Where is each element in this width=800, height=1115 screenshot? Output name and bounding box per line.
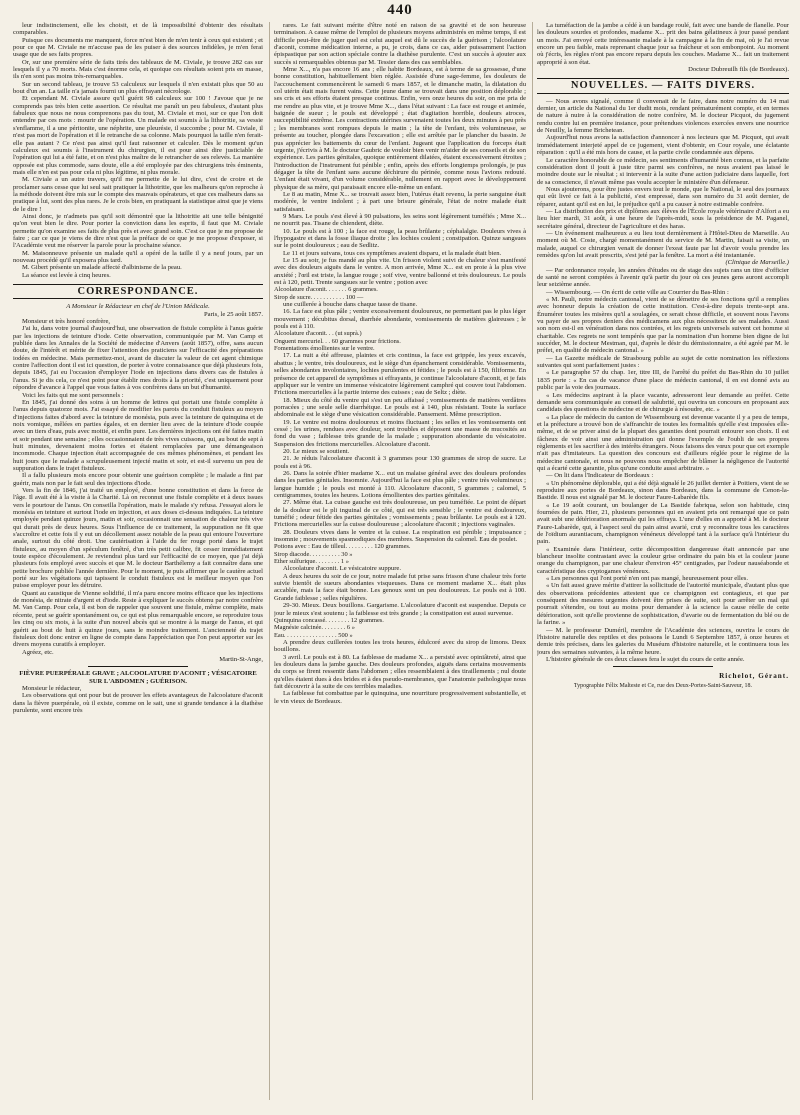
- paragraph: Nous ajouterons, pour être justes envers tout le monde, que le National, le seul des journaux qui eût livré ce fait à la publicité, s'est empressé, dans son numéro du 31 août dernier, de réparer, autant qu'il est en lui, le préjudice qu'il a pu causer à notre estimable confrère.: [537, 185, 789, 208]
- paragraph: Vers la fin de 1846, j'ai traité un employé, d'une bonne constitution et dans la force de l'âge. Il avait été à la visite à la Charité. Là on reconnut une fistule complète et à deux issues vers le pourtour de l'anus. On conseilla l'opération, mais le malade s'y refusa. J'essayai alors le monésia en teinture et surtout l'iode en injection, et aux doses ci-dessus indiquées. La teinture employée pendant quinze jours, matin et soir, occasionnait une sensation de chaleur très vive qui durait près de deux heures. Sous l'influence de ce traitement, la suppuration ne fit que s'accroître et cette fois il y eut un décollement assez notable de la peau qui entoure l'ouverture anale, surtout du côté droit. Une cautérisation à l'aide du fer rouge porté dans le trajet fistuleux, au moyen d'un spéculum fenêtré, d'un très petit calibre, fit cesser immédiatement toute espèce d'écoulement. Je reviendrai plus tard sur l'efficacité de ce moyen, que j'ai déjà plusieurs fois employé avec succès et que M. le docteur Barthélemy a fait connaître dans une petite brochure publiée l'année dernière. Pour le moment, je puis affirmer que le cautère actuel porté sur les végétations qui tapissent le conduit fistuleux est le meilleur moyen que l'on puisse employer pour les détruire.: [13, 486, 263, 590]
- paragraph: J'ai lu, dans votre journal d'aujourd'hui, une observation de fistule complète à l'anus guérie par les injections de teinture d'iode. Cette observation, communiquée par M. Van Camp et publiée dans les Annales de la Société de médecine d'Anvers (août 1857), offre, sans aucun doute, de l'intérêt et mérite de fixer l'attention des praticiens sur l'efficacité des préparations iodées en médecine. Mais permettez-moi, avant de discuter la valeur de cet agent chimique contre l'affection dont il est ici question, de porter à votre connaissance que déjà plusieurs fois, depuis 1845, j'ai eu l'occasion d'employer l'iode en injections dans divers cas de fistules à l'anus. Si je dis cela, ce n'est point pour établir mes droits à la priorité, c'est uniquement pour répondre d'avance à l'appel que vous faites à vos confrères dans un but d'humanité.: [13, 325, 263, 392]
- paragraph: Le 15 au soir, je fus mandé au plus vite. Un frisson violent suivi de chaleur s'est manifesté avec des douleurs aiguës dans le ventre. A mon arrivée, Mme X... est en proie à la plus vive anxiété ; l'œil est triste, la langue rouge ; soif vive, ventre ballonné et très douloureux. Le pouls est à 120, petit. Trente sangsues sur le ventre ; potion avec: [274, 257, 526, 287]
- paragraph: — On lit dans l'Indicateur de Bordeaux :: [546, 472, 654, 480]
- paragraph: A prendre deux cuillerées toutes les trois heures, édulcoré avec du sirop de limons. Deux bouillons.: [274, 638, 526, 654]
- paragraph: Aujourd'hui nous avons la satisfaction d'annoncer à nos lecteurs que M. Picquot, qui avait immédiatement interjeté appel de ce jugement, vient d'obtenir, en Cour royale, une éclatante réparation : qu'il a été mis hors de cause, et la partie civile condamnée aux dépens.: [537, 134, 789, 157]
- paragraph: « Le paragraphe 57 du chap. 1er, titre III, de l'arrêté du préfet du Bas-Rhin du 10 juillet 1835 porte : « En cas de vacance d'une place de médecin cantonal, il en est donné avis au public par la voie des journaux.: [537, 369, 789, 392]
- paragraph: « Examinée dans l'intérieur, cette décomposition dangereuse était annoncée par une blancheur insolite contrastant avec la couleur grise ordinaire du pain bis et la couleur jaune orange du champignon, par une chaleur d'environ 45° centigrades, par l'odeur nauséabonde et caractéristique des cryptogames vénéneux.: [537, 545, 789, 575]
- prescription-line: Sirop de sucre. . . . . . . . . . . 100 —: [274, 293, 364, 301]
- column-1: [13, 22, 263, 1100]
- paragraph: — M. le professeur Duméril, membre de l'Académie des sciences, ouvrira le cours de l'histoire naturelle des reptiles et des poissons le Lundi 6 Septembre 1857, à onze heures et demie très précises, dans les galeries du Muséum d'histoire naturelle, et le continuera tous les jours des semaines suivantes, à la même heure.: [537, 626, 789, 656]
- paragraph: — La distribution des prix et diplômes aux élèves de l'École royale vétérinaire d'Alfort a eu lieu hier mardi, 31 août, à une heure de l'après-midi, sous la présidence de M. Paganel, secrétaire général, directeur de l'agriculture et des haras.: [537, 207, 789, 230]
- letter-greeting: Monsieur et très honoré confrère,: [22, 318, 111, 326]
- article-signature: Docteur Dubreuilh fils (de Bordeaux).: [688, 66, 789, 74]
- column-divider-1: [269, 22, 270, 1100]
- prescription-line: Sirop diacode. . . . . . . . . . 30 »: [274, 550, 353, 558]
- paragraph: 16. La face est plus pâle ; ventre excessivement douloureux, ne permettant pas le plus léger mouvement ; décubitus dorsal, diarrhée abondante, vomissements de matières glaireuses ; le pouls est à 110.: [274, 308, 526, 331]
- prescription-line: Potions avec : Eau de tilleul. . . . . . . . . 120 grammes.: [274, 543, 411, 551]
- prescription-line: Quinquina concassé. . . . . . . . 12 grammes.: [274, 616, 384, 624]
- paragraph: une cuillerée à bouche dans chaque tasse de tisane.: [283, 301, 418, 309]
- paragraph: leur indistinctement, elle les choisit, et de là impossibilité d'obtenir des résultats comparables.: [13, 22, 263, 37]
- paragraph: Mme X..., n'a pas encore 16 ans ; elle habite Bordeaux, est à terme de sa grossesse, d'une bonne constitution, habituellement bien réglée. Assistée d'une sage-femme, les douleurs de l'accouchement commencèrent le samedi 6 mars 1857, et le dimanche matin, la dilatation du col utérin était mais furent vains. Cette jeune dame se trouvait dans une position déplorable ; ses cris et ses efforts étaient presque continus. Enfin, vers onze heures du soir, on me pria de me rendre au plus vite, et je trouve Mme X..., dans l'état suivant : La face est rouge et animée, baignée de sueur ; le pouls est développé ; état d'agitation horrible, douleurs atroces, succeptibilité extrême. Les contractions utérines survenaient toutes les deux minutes à peu près ; les membranes sont rompues depuis le matin ; la tête de l'enfant, très volumineuse, se présente au toucher, plongée dans l'excavation ; elle est arrêtée par le plancher du bassin. Je pus apprécier les battements du cœur de l'enfant. Jugeant que l'application du forceps était urgente, j'écrivis à M. le docteur Gaubric de vouloir bien venir m'aider de ses conseils et de son expérience. Les parties génitales, quoique entièrement dilatées, étaient excessivement étroites ; l'introduction de l'instrument fut pénible ; enfin, après des efforts longtemps prolongés, je pus dégager la tête de l'enfant sans aucune déchirure du périnée, comme nous l'avions redouté. L'enfant était vivant, d'un volume considérable, nullement en rapport avec le développement physique de sa mère, qui paraissait encore elle-même un enfant.: [274, 66, 526, 191]
- separator: [613, 666, 714, 667]
- paragraph: — La Gazette médicale de Strasbourg publie au sujet de cette nomination les réflexions suivantes qui sont parfaitement justes :: [537, 354, 789, 370]
- prescription-line: Alcoolature d'aconit. . . . . . . 6 grammes.: [274, 286, 378, 294]
- paragraph: M. Maisonneuve présente un malade qu'il a opéré de la taille il y a neuf jours, par un nouveau procédé qu'il exposera plus tard.: [13, 249, 263, 264]
- letter-greeting: Monsieur le rédacteur,: [22, 684, 82, 692]
- paragraph: Et cependant M. Civiale assure qu'il guérit 98 calculeux sur 100 ! J'avoue que je ne comprends pas très bien cette assertion. Ce résultat me paraît un peu fabuleux, d'autant plus fabuleux que nous ne nous comprenons pas du tout, M. Civiale et moi, sur ce que l'on doit entendre par ces mots : mourir de l'opération. Un malade est soumis à la lithotritie, sa vessie s'enflamme, il a une péritonite, une néphrite, une pleurésie, il succombe ; pour M. Civiale, il n'est pas mort de l'opération et il le retranche de sa colonne. Mais pourquoi la taille n'en ferait-elle pas autant ? Ce n'est pas ainsi qu'il faut raisonner et calculer. Dès le moment qu'un calculeux est soumis à l'instrument du chirurgien, il est pour ainsi dire justiciable de l'opération qui lui a été faite, et on n'est plus maître de le retrancher de ses relevés. La manière opposée est plus commode, sans doute, elle a été employée par des chirurgiens très éminents, mais elle n'en est pas pour cela ni plus légitime, ni plus morale.: [13, 95, 263, 176]
- prescription-line: Alcoolature d'aconit. . . (ut suprà.): [274, 330, 362, 338]
- paragraph: 28. Douleurs vives dans le ventre et la cuisse. La respiration est pénible ; impuissance ; insomnie ; mouvements spasmodiques des membres. Suspension du calomel. Eau de poulet.: [274, 528, 526, 544]
- letter-signature: Martin-St-Ange,: [219, 655, 263, 663]
- section-title-correspondance: CORRESPONDANCE.: [13, 284, 263, 299]
- paragraph: « Le 19 août courant, un boulanger de La Bastide fabriqua, selon son habitude, cinq fournées de pain. Hier, 21, plusieurs personnes qui en avaient pris ont remarqué que ce pain avait subi une détérioration anormale qui les effraya. L'une d'elles en a apporté à M. le docteur Faure-Labarède, qui, à l'aspect seul du pain ainsi avarié, crut y reconnaître tous les caractères de l'oïdium aurantiacum, champignon vénéneux développé tant à la surface qu'à l'intérieur du pain.: [537, 501, 789, 546]
- paragraph: — Wissembourg. — On écrit de cette ville au Courrier du Bas-Rhin :: [546, 288, 729, 296]
- paragraph: « Un fait aussi grave mérite d'attirer la sollicitude de l'autorité municipale, d'autant plus que des observations précédentes attestent que ce champignon est contagieux, et que par conséquent des mesures urgentes doivent être prises de suite, soit pour arrêter un mal qui pourrait s'étendre, ou tout au moins pour demander à la science la cause réelle de cette détérioration, soit qu'elle provienne de sophistication, d'avarie ou de fermentation du blé ou de la farine. »: [537, 582, 789, 627]
- paragraph: 21. Je réduis l'alcoolature d'aconit à 3 grammes pour 130 grammes de sirop de sucre. Le pouls est à 96.: [274, 455, 526, 470]
- paragraph: 17. La nuit a été affreuse, plaintes et cris continus, la face est grippée, les yeux excavés, abattus ; le ventre, très douloureux, est le siège d'un épanchement considérable. Vomissements, selles abondantes involontaires, lochies purulentes et fétides ; le pouls est à 150, filiforme. En présence de cet appareil de symptômes si effrayants, je continue l'alcoolature d'aconit, et je fais appliquer sur le ventre un immense vésicatoire légèrement camphré qui couvre tout l'abdomen. Frictions mercurielles à la partie interne des cuisses ; eau de Seltz ; diète.: [274, 352, 526, 397]
- paragraph: Or, sur une première série de faits tirés des tableaux de M. Civiale, je trouve 282 cas sur lesquels il y a 70 morts. Mais c'est énorme cela, et quoique ces résultats soient pris en masse, ils n'en sont pas moins très-remarquables.: [13, 58, 263, 81]
- article-heading: FIÈVRE PUERPÉRALE GRAVE ; ALCOOLATURE D'ACONIT ; VÉSICATOIRE SUR L'ABDOMEN ; GUÉRISON.: [19, 670, 257, 685]
- printer-imprint: Typographie Félix Malteste et Ce, rue des Deux-Portes-Saint-Sauveur, 18.: [573, 682, 753, 689]
- paragraph: — Un événement malheureux a eu lieu tout dernièrement à l'Hôtel-Dieu de Marseille. Au moment où M. Coste, chargé momentanément du service de M. Martin, faisait sa visite, un malade, auquel ce chirurgien venait de donner l'exeat faute par lui d'avoir voulu prendre les remèdes qu'on lui avait prescrits, s'est jeté par la fenêtre. La mort a été instantanée.: [537, 229, 789, 259]
- paragraph: rares. Le fait suivant mérite d'être noté en raison de sa gravité et de son heureuse terminaison. A cause même de l'emploi de plusieurs moyens administrés en même temps, il est difficile peut-être de juger quel est celui auquel est dû le succès de la guérison ; l'alcoolature d'aconit, comme médication interne, a pu, je crois, dans ce cas, aider puissamment l'action épispastique par son action spéciale contre la diathèse purulente. C'est un succès à ajouter aux succès si remarquables obtenus par M. Tessier dans des cas semblables.: [274, 22, 526, 66]
- separator: [88, 666, 188, 667]
- letter-place-date: Paris, le 25 août 1857.: [204, 310, 263, 318]
- prescription-line: Eau. . . . . . . . . . . . . . . . . 500 »: [274, 631, 353, 639]
- paragraph: 18. Mieux du côté du ventre qui s'est un peu affaissé ; vomissements de matières verdâtres porracées ; une seule selle diarrhéique. Le pouls est à 140, plus résistant. Toute la surface abdominale est le siège d'une vésication considérable. Pansement. Même prescription.: [274, 396, 526, 419]
- paragraph: Le 11 et jours suivans, tous ces symptômes avaient disparu, et la malade était bien.: [283, 249, 502, 257]
- paragraph: Ainsi donc, je n'admets pas qu'il soit démontré que la lithotritie ait une telle bénignité qu'on veut bien le dire. Pour porter la conviction dans les esprits, il faut que M. Civiale permette qu'on examine ses faits de plus près et avec grand soin. C'est ce que je me propose de faire ; car ce que je viens de dire n'est que la préface de ce que je me propose d'exposer, si l'Académie veut me réserver la parole pour la prochaine séance.: [13, 212, 263, 250]
- paragraph: « M. Pauli, notre médecin cantonal, vient de se démettre de ses fonctions qu'il a remplies avec honneur depuis la création de cette institution. C'est-à-dire depuis trente-sept ans. Énumérer toutes les misères qu'il a soulagées, ce serait chose difficile, et souvent nous l'avons vu payer de ses propres deniers des médicamens aux plus nécessiteux de ses malades. Aussi son nom est-il en vénération dans nos contrées, et les regrets universels suivent cet homme si charitable. Ces regrets ne sont tempérés que par la nomination d'un homme bien digne de lui succéder, M. le docteur Mestman, qui, d'après le désir du démissionnaire, a été agréé par M. le préfet, en qualité de médecin cantonal. »: [537, 296, 789, 355]
- paragraph: — Nous avons signalé, comme il convenait de le faire, dans notre numéro du 14 mai dernier, un article du National du 1er dudit mois, rendant prématurément compte, et en termes de nature à nuire à la considération de notre confrère, M. le docteur Picquot, du jugement rendu contre lui en première instance, pour prétendues violences exercées envers une nourrice de Neuilly, la femme Brichetean.: [537, 97, 789, 135]
- paragraph: 19. Le ventre est moins douloureux et moins fluctuant ; les selles et les vomissements ont cessé ; les urines, rendues avec douleur, sont troubles et déposent une masse de mucosités au fond du vase ; faiblesse très grande de la malade ; suppuration abondante du vésicatoire. Suspension des frictions mercurielles. Alcoolature d'aconit.: [274, 418, 526, 448]
- paragraph: La séance est levée à cinq heures.: [22, 271, 111, 279]
- paragraph: 27. Même état. La cuisse gauche est très douloureuse, un peu tuméfiée. Le point de départ de la douleur est le pli inguinal de ce côté, qui est très sensible ; le ventre est douloureux, tuméfié ; odeur fétide des parties génitales ; vomissements ; peau brûlante. Le pouls est à 120. Frictions mercurielles sur la cuisse douloureuse ; alcoolature d'aconit ; injections vaginales.: [274, 499, 526, 529]
- paragraph: Il a fallu plusieurs mois encore pour obtenir une guérison complète ; le malade a fini par guérir, mais non par le fait seul des injections d'iode.: [13, 472, 263, 487]
- paragraph: 9 Mars. Le pouls s'est élevé à 90 pulsations, les seins sont légèrement tuméfiés ; Mme X... ne nourrit pas. Tisane de chiendent, diète.: [274, 212, 526, 228]
- paragraph: « Un phénomène déplorable, qui a été déjà signalé le 26 juillet dernier à Poitiers, vient de se reproduire aux portes de Bordeaux, sinon dans Bordeaux, dans la commune de Cenon-la-Bastide. Il nous est signalé par M. le docteur Faure-Labarède fils.: [537, 479, 789, 502]
- paragraph: 29-30. Mieux. Deux bouillons. Gargarisme. L'alcoolature d'aconit est suspendue. Depuis ce jour le mieux s'est soutenu ; la faiblesse est très grande ; la constipation est aussi survenue.: [274, 602, 526, 617]
- paragraph: 26. Dans la soirée d'hier madame X... eut un malaise général avec des douleurs profondes dans les parties génitales. Insomnie. Aujourd'hui la face est plus pâle ; ventre très volumineux ; langue humide ; le pouls est monté à 110. Alcoolature d'aconit, 5 grammes ; calomel, 5 centigrammes, toutes les heures. Lotions émollientes des parties génitales.: [274, 469, 526, 499]
- paragraph: La faiblesse fut combattue par le quinquina, une nourriture progressivement substantielle, et le vin vieux de Bordeaux.: [274, 690, 526, 705]
- paragraph: « La place de médecin du canton de Wissembourg est devenue vacante il y a peu de temps, et la préfecture a trouvé bon de s'affranchir de toutes les formalités qu'elle s'est imposées elle-même, et de se priver ainsi de la plupart des garanties dont pourrait entourer son choix. Il est fâcheux de voir ainsi une administration qui donne l'exemple de l'oubli de ses propres règlements et les sacrifier à des intérêts étrangers. Nous faisons des vœux pour que cet exemple n'ait pas d'imitateurs. La question des concours est d'ailleurs réglée pour le régime de la médecine cantonale, et nous ne pouvons nous empêcher de blâmer la négligence de l'autorité qui a écarté cette garantie, plus qu'une conduite aussi arbitraire. »: [537, 413, 789, 472]
- gerant-signature: Richelot, Gérant.: [719, 672, 789, 681]
- paragraph: L'histoire générale de ces deux classes fera le sujet du cours de cette année.: [546, 655, 745, 663]
- paragraph: « Les personnes qui l'ont porté n'en ont pas mangé, heureusement pour elles.: [546, 575, 748, 583]
- paragraph: En 1845, j'ai donné des soins à un homme de lettres qui portait une fistule complète à l'anus depuis quatorze mois. J'ai essayé de modifier les parois du conduit fistuleux au moyen d'injections faites d'abord avec la teinture de monésia, puis avec la teinture de quinquina et de noix vomique, mêlées en parties égales, et en dernier lieu avec de la teinture d'iode coupée avec un tiers d'eau, puis avec moitié, et enfin pure. Les dernières injections ont été faites matin et soir pendant une semaine ; elles occasionnaient de très vives cuissons, qui, au bout de sept à huit minutes, devenaient moins fortes et étaient remplacées par une démangeaison incommode. Chaque injection était accompagnée de ces mêmes phénomènes, et pendant les huit jours que le malade a scrupuleusement injecté matin et soir, et est-il survenu un peu de suppuration dans le trajet fistuleux.: [13, 398, 263, 472]
- source-citation: (Clinique de Marseille.): [725, 259, 789, 267]
- page-number: 440: [387, 2, 413, 18]
- paragraph: — Par ordonnance royale, les années d'études ou de stage des sujets rans un titre d'officier de santé ne seront comptées à l'avenir qu'à partir du jour où ces jeunes gens auront accompli leur seizième année.: [537, 266, 789, 289]
- prescription-line: Fomentations émollientes sur le ventre.: [274, 345, 375, 353]
- letter-signoff: Agréez, etc.: [22, 648, 54, 656]
- paragraph: La tuméfaction de la jambe a cédé à un bandage roulé, fait avec une bande de flanelle. Pour les douleurs sourdes et profondes, madame X... prit des bains gélatineux à jour passé pendant un mois. J'ai envoyé cette intéressante malade à la campagne à la fin de mai, où je l'ai revue encore un peu faible, mais reprenant chaque jour sa fraîcheur et son embonpoint. Au moment où j'écris, les règles n'ont pas encore reparu depuis les couches. Madame X... fait un traitement approprié à son état.: [537, 22, 789, 66]
- paragraph: 20. Le mieux se soutient.: [283, 447, 350, 455]
- paragraph: Les observations qui ont pour but de prouver les effets avantageux de l'alcoolature d'aconit dans la fièvre puerpérale, où il existe, comme on le sait, une si grande tendance à la diathèse purulente, sont encore très: [13, 692, 263, 714]
- column-divider-2: [532, 22, 533, 1100]
- paragraph: 3 avril. Le pouls est à 80. La faiblesse de madame X... a persisté avec opiniâtreté, ainsi que les douleurs dans la jambe gauche. Des douleurs profondes, aiguës dans certains mouvements du corps se firent ressentir dans l'abdomen ; elles ressemblaient à des tiraillements ; nul doute qu'elles étaient dues à des brides et à des pseudo-membranes, que l'anatomie pathologique nous fait découvrir à la suite de ces terribles maladies.: [274, 653, 526, 690]
- paragraph: M. Civiale a un autre travers, qu'il me permette de le lui dire, c'est de croire et de proclamer sans cesse que lui seul sait pratiquer la lithotritie, que les malheurs qu'on reproche à la méthode doivent être mis sur le compte des mauvais opérateurs, et que ces malheurs dans sa pratique à lui, sont des plus rares. Je le crois bien, en pratiquant la statistique ainsi que je viens de le dire !: [13, 176, 263, 213]
- section-title-nouvelles: NOUVELLES. — FAITS DIVERS.: [537, 78, 789, 93]
- paragraph: « Les médecins aspirant à la place vacante, adresseront leur demande au préfet. Cette demande sera communiquée au conseil de salubrité, qui ouvrira un concours en proposant aux candidats des questions de médecine et de chirurgie à résoudre, etc. »: [537, 391, 789, 414]
- paragraph: M. Gibert présente un malade affecté d'albinisme de la peau.: [22, 264, 182, 272]
- paragraph: Quant au caustique de Vienne solidifié, il m'a paru encore moins efficace que les injections de monésia, de nitrate d'argent et d'iode. Reste à expliquer le succès obtenu par notre confrère M. Van Camp. Pour cela, il est bon de rappeler que souvent une fistule, même complète, mais récente, peut se guérir spontanément ou, ce qui est plus remarquable encore, se reproduire tous les cinq ou six mois, à la suite d'un nouvel abcès qui se montre à la marge de l'anus, et qui guérit au bout de huit à quinze jours, sans le moindre traitement. L'ancienneté du trajet fistuleux doit donc entrer en ligne de compte dans l'appréciation que l'on peut apporter sur les divers moyens curatifs à employer.: [13, 589, 263, 649]
- paragraph: A deux heures du soir de ce jour, notre malade fut prise sans frisson d'une chaleur très forte suivie bientôt de sueurs abondantes visqueuses. Dans ce moment madame X... était plus accablée, mais la face était bonne. Les genoux sont un peu douloureux. Le pouls est à 100. Grande faiblesse ; selles régulières.: [274, 572, 526, 602]
- prescription-line: Onguent mercuriel. . . 60 grammes pour frictions.: [274, 337, 401, 345]
- paragraph: Voici les faits qui me sont personnels :: [22, 391, 124, 399]
- column-3: [537, 22, 789, 1100]
- paragraph: 10. Le pouls est à 100 ; la face est rouge, la peau brûlante ; céphalalgie. Douleurs vives à l'hypogastre et dans la fosse iliaque droite ; les lochies coulent ; constipation. Quinze sangsues sur le point douloureux ; eau de Sedlitz.: [274, 227, 526, 250]
- paragraph: Le caractère honorable de ce médecin, ses sentiments d'humanité bien connus, et la parfaite considération dont il jouit à juste titre parmi ses confrères, ne nous avaient pas laissé le moindre doute sur le résultat ; si intervenir à la suite d'une action judiciaire dans laquelle, fort de sa conscience, il n'avait même pas voulu accepter le ministère d'un défenseur.: [537, 156, 789, 186]
- paragraph: Sur un second tableau, je trouve 53 calculeux sur lesquels il n'en existait plus que 50 au bout d'un an. La taille n'a jamais fourni un plus effrayant nécrologe.: [13, 80, 263, 96]
- paragraph: Puisque ces documents me manquent, force m'est bien de m'en tenir à ceux qui existent ; et pour ce que M. Civiale ne m'accuse pas de les puiser à des sources infidèles, je m'en ferai usage que de ses faits propres.: [13, 36, 263, 59]
- paragraph: Alcoolature d'aconit. Le vésicatoire suppure.: [283, 565, 401, 573]
- paragraph: Le 8 au matin, Mme X... se trouvait assez bien, l'utérus était revenu, la perte sanguine était modérée, le ventre indolent ; à part une brisure générale, l'état de notre malade était satisfaisant.: [274, 190, 526, 213]
- letter-salutation: A Monsieur le Rédacteur en chef de l'Union Médicale.: [66, 303, 210, 311]
- prescription-line: Ether sulfurique. . . . . . . . 1 »: [274, 558, 349, 566]
- column-2: [274, 22, 526, 1100]
- prescription-line: Magnésie calcinée. . . . . . . . 6 »: [274, 624, 355, 632]
